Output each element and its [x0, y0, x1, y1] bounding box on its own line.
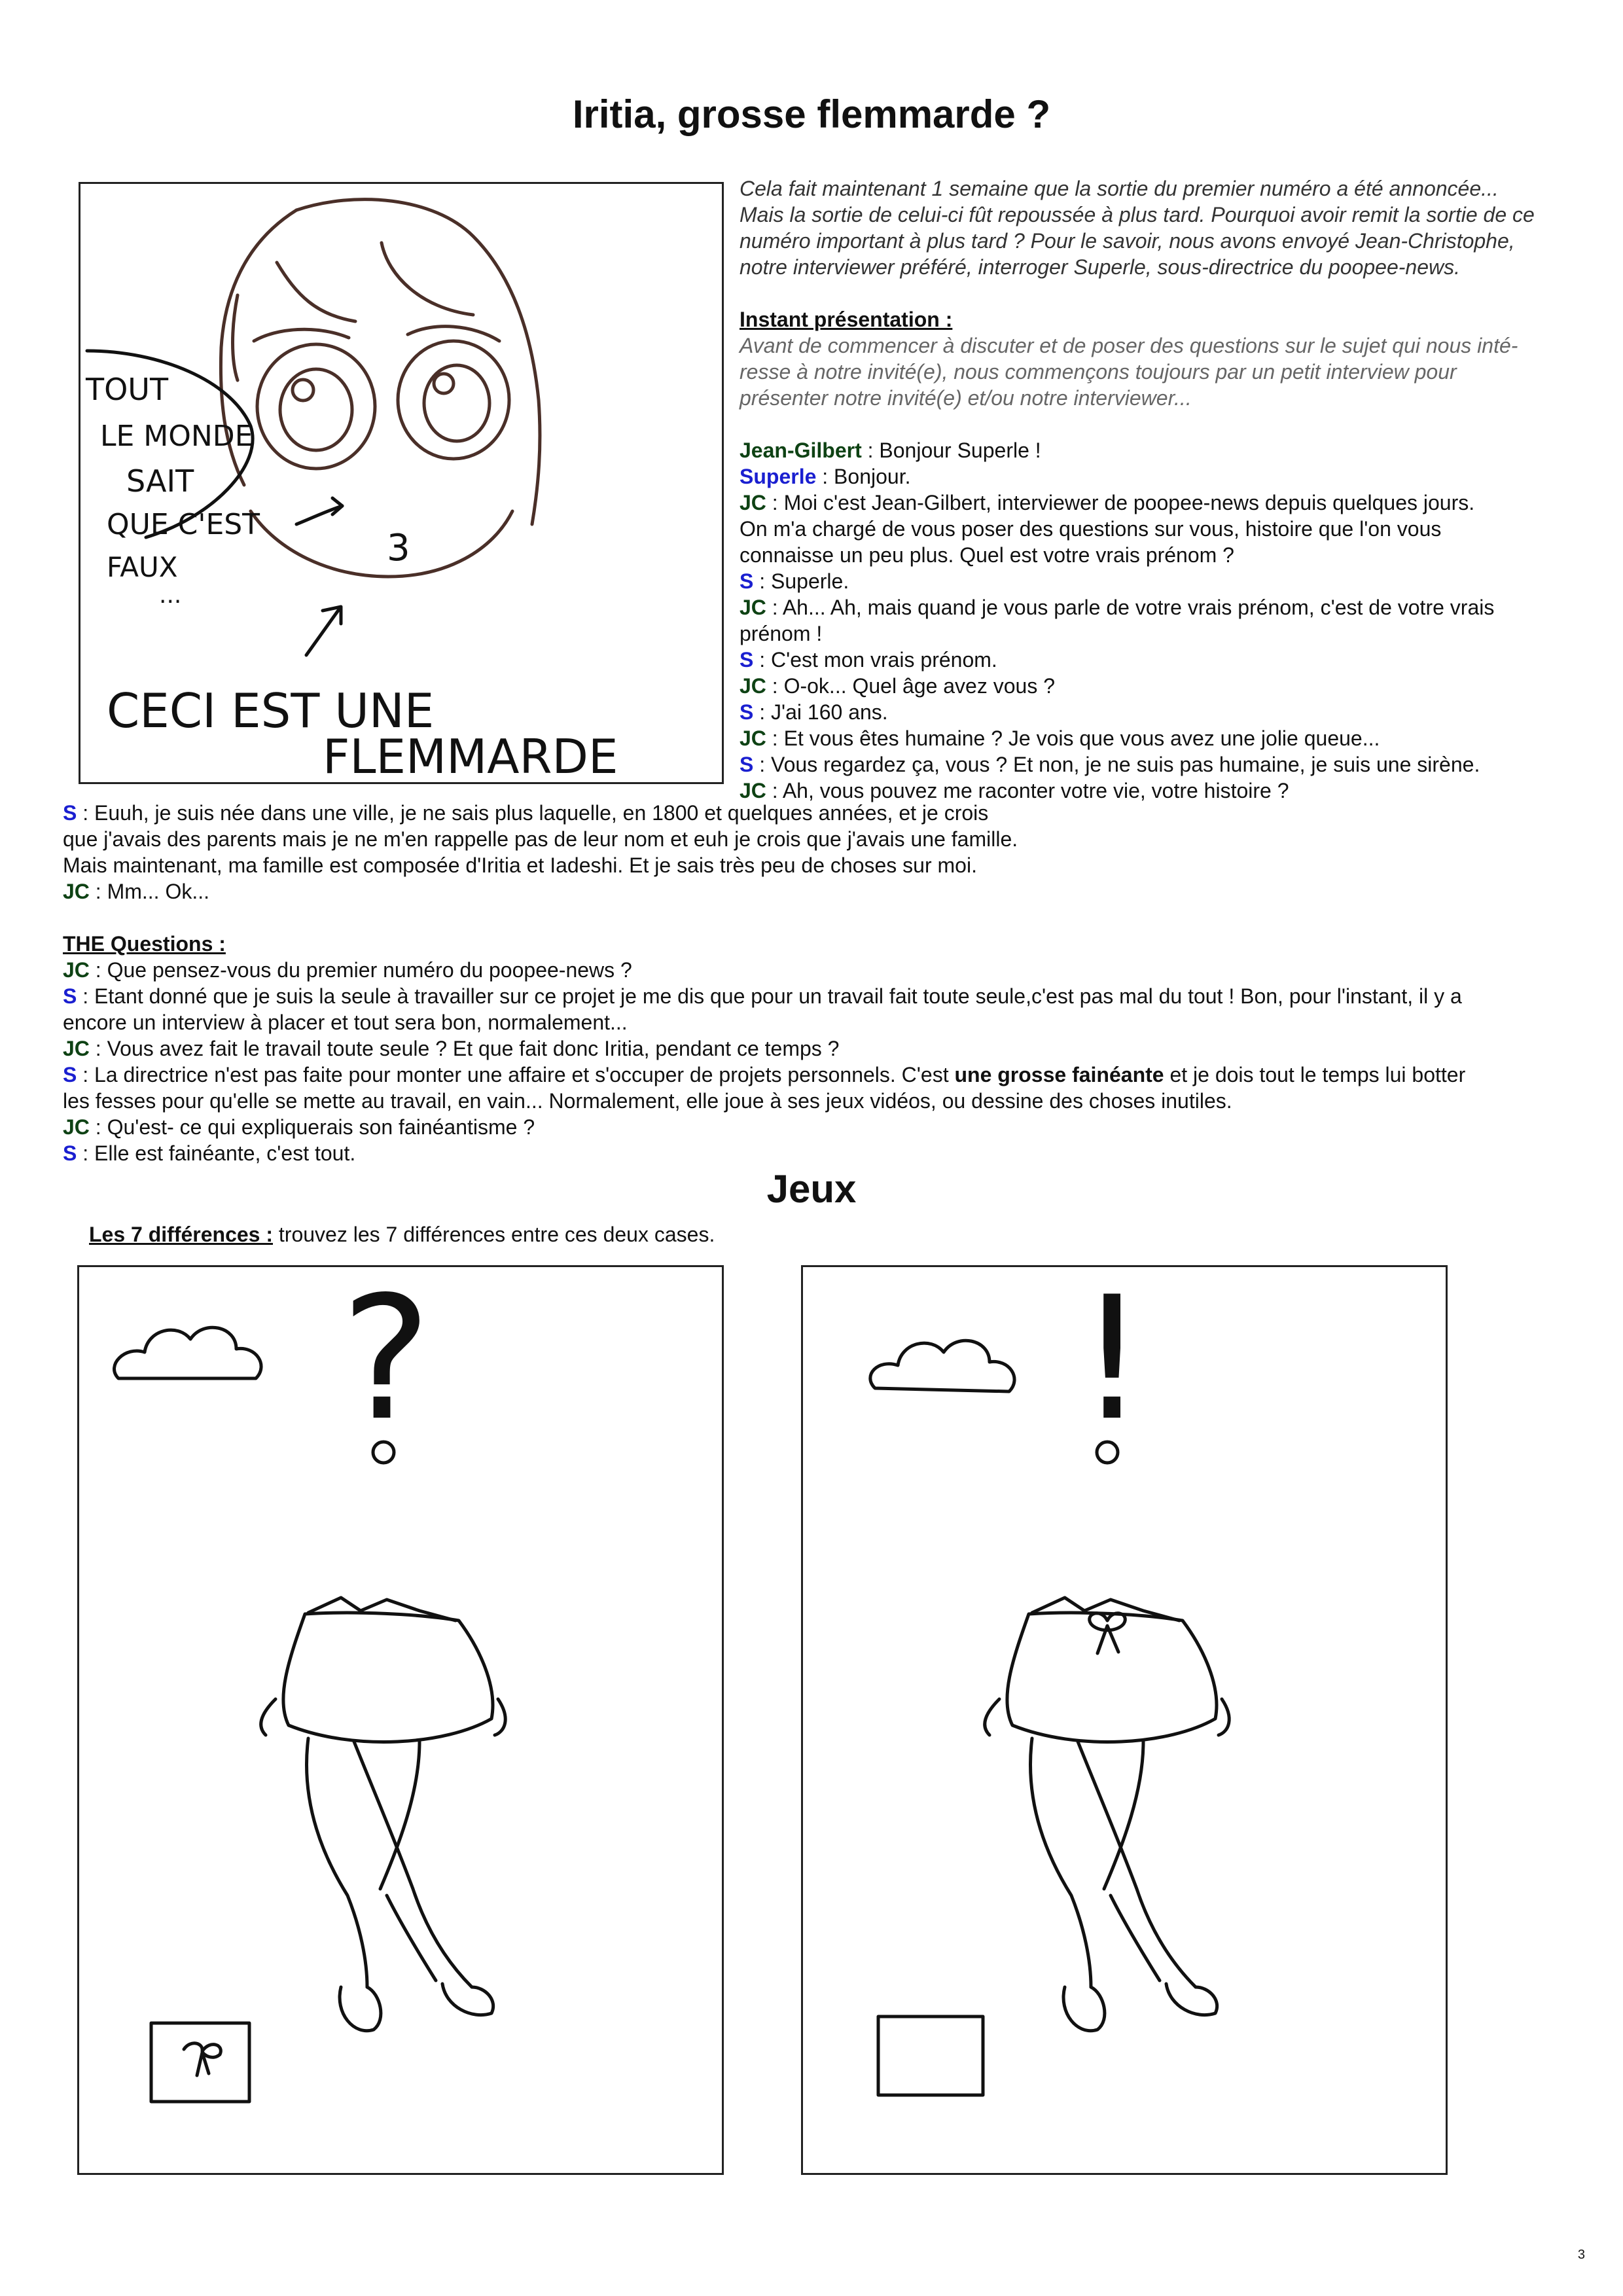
speaker-name: JC [740, 674, 766, 698]
dialogue-line [63, 852, 1607, 878]
flemmarde-drawing [80, 184, 722, 782]
dialogue-list [740, 437, 1603, 804]
line-text: : Euuh, je suis née dans une ville, je ne sais plus laquelle, en 1800 et quelques années, et je crois [77, 801, 989, 825]
line-text: : Bonjour Superle ! [861, 439, 1041, 462]
line-text: : La directrice n'est pas faite pour monter une affaire et s'occuper de projets personnels. C'est [77, 1063, 955, 1086]
games-title: Jeux [766, 1167, 857, 1211]
dialogue-line [740, 490, 1603, 516]
presentation-line: Avant de commencer à discuter et de poser des questions sur le sujet qui nous inté- [740, 334, 1518, 357]
walking-figure-right [803, 1267, 1446, 2173]
walking-figure-left [79, 1267, 722, 2173]
dialogue-line [740, 437, 1603, 463]
face-label: 3 [387, 527, 410, 569]
line-text: les fesses pour qu'elle se mette au travail, en vain... Normalement, elle joue à ses jeux vidéos, ou dessine des choses inutiles. [63, 1089, 1232, 1113]
dialogue-line [740, 647, 1603, 673]
comic-illustration [79, 182, 724, 784]
speaker-name: S [740, 569, 754, 593]
dialogue-line [740, 463, 1603, 490]
caption-line-2: FLEMMARDE [323, 729, 618, 782]
intro-line: Mais la sortie de celui-ci fût repoussée à plus tard. Pourquoi avoir remit la sortie de ce [740, 203, 1535, 226]
line-text: : Qu'est- ce qui expliquerais son fainéantisme ? [89, 1115, 535, 1139]
interview-column [740, 175, 1603, 804]
presentation-line: resse à notre invité(e), nous commençons toujours par un petit interview pour [740, 360, 1457, 384]
intro-line: numéro important à plus tard ? Pour le savoir, nous avons envoyé Jean-Christophe, [740, 229, 1515, 253]
speaker-name: S [740, 648, 754, 672]
line-text: : Mm... Ok... [89, 880, 210, 903]
speaker-name: Jean-Gilbert [740, 439, 862, 462]
dialogue-line [740, 620, 1603, 647]
speaker-name: JC [740, 779, 766, 802]
dialogue-line [740, 516, 1603, 542]
line-text: : C'est mon vrais prénom. [753, 648, 997, 672]
dialogue-line [740, 673, 1603, 699]
line-text: : Et vous êtes humaine ? Je vois que vous avez une jolie queue... [766, 726, 1380, 750]
speaker-name: S [740, 753, 754, 776]
differences-label: Les 7 différences : [89, 1223, 273, 1246]
difference-panel-right [801, 1265, 1448, 2175]
question-line [63, 1009, 1607, 1035]
dialogue-line [740, 751, 1603, 778]
speaker-name: JC [63, 1037, 90, 1060]
questions-list [63, 957, 1607, 1166]
line-text: : Moi c'est Jean-Gilbert, interviewer de poopee-news depuis quelques jours. [766, 491, 1475, 514]
question-line [63, 1088, 1607, 1114]
line-text: : O-ok... Quel âge avez vous ? [766, 674, 1056, 698]
line-text: : Elle est fainéante, c'est tout. [77, 1141, 356, 1165]
line-text: On m'a chargé de vous poser des questions sur vous, histoire que l'on vous [740, 517, 1442, 541]
line-text: que j'avais des parents mais je ne m'en rappelle pas de leur nom et euh je crois que j'avais une famille. [63, 827, 1018, 851]
question-line [63, 957, 1607, 983]
speaker-name: S [63, 801, 77, 825]
differences-instruction [89, 1221, 715, 1247]
speaker-name: S [63, 1141, 77, 1165]
article-title: Iritia, grosse flemmarde ? [572, 92, 1051, 136]
speaker-name: JC [63, 880, 90, 903]
speaker-name: S [740, 700, 754, 724]
dialogue-line [740, 725, 1603, 751]
line-text: : J'ai 160 ans. [753, 700, 888, 724]
bubble-line-4: QUE C'EST [107, 508, 260, 541]
dialogue-line [740, 699, 1603, 725]
line-text: connaisse un peu plus. Quel est votre vrais prénom ? [740, 543, 1234, 567]
line-text: prénom ! [740, 622, 823, 645]
line-text-continued: et je dois tout le temps lui botter [1164, 1063, 1466, 1086]
speaker-name: JC [63, 958, 90, 982]
speaker-name: JC [740, 491, 766, 514]
bubble-line-1: TOUT [86, 372, 169, 407]
speaker-name: Superle [740, 465, 817, 488]
intro-line: Cela fait maintenant 1 semaine que la sortie du premier numéro a été annoncée... [740, 177, 1499, 200]
differences-text: trouvez les 7 différences entre ces deux cases. [273, 1223, 715, 1246]
line-text: encore un interview à placer et tout sera bon, normalement... [63, 1011, 628, 1034]
line-text: : Que pensez-vous du premier numéro du poopee-news ? [89, 958, 632, 982]
dialogue-line [63, 878, 1607, 905]
interview-continued [63, 800, 1607, 1166]
exclamation-mark-symbol: ! [1078, 1267, 1147, 1458]
dialogue-line [740, 542, 1603, 568]
bubble-line-6: ... [159, 582, 182, 609]
line-text: : Superle. [753, 569, 849, 593]
line-text: Mais maintenant, ma famille est composée d'Iritia et Iadeshi. Et je sais très peu de choses sur moi. [63, 853, 977, 877]
line-text: : Vous avez fait le travail toute seule ? Et que fait donc Iritia, pendant ce temps ? [89, 1037, 840, 1060]
speaker-name: JC [740, 726, 766, 750]
bubble-line-5: FAUX [107, 551, 178, 583]
dialogue-line [740, 568, 1603, 594]
emphasis-text: une grosse fainéante [954, 1063, 1164, 1086]
question-mark-symbol: ? [341, 1267, 431, 1458]
speaker-name: JC [740, 596, 766, 619]
speaker-name: S [63, 1063, 77, 1086]
dialogue-line [740, 594, 1603, 620]
line-text: : Bonjour. [816, 465, 911, 488]
line-text: : Etant donné que je suis la seule à travailler sur ce projet je me dis que pour un travail fait toute seule,c'est pas mal du tout ! Bon, pour l'instant, il y a [77, 984, 1462, 1008]
dialogue-line [63, 826, 1607, 852]
intro-line: notre interviewer préféré, interroger Superle, sous-directrice du poopee-news. [740, 255, 1460, 279]
page-number: 3 [1577, 2248, 1585, 2262]
caption-line-1: CECI EST UNE [107, 683, 435, 738]
question-line [63, 1140, 1607, 1166]
dialogue-list [63, 800, 1607, 905]
question-line [63, 1035, 1607, 1062]
question-line [63, 983, 1607, 1009]
question-line [63, 1062, 1607, 1088]
question-line [63, 1114, 1607, 1140]
line-text: : Vous regardez ça, vous ? Et non, je ne suis pas humaine, je suis une sirène. [753, 753, 1480, 776]
bubble-line-3: SAIT [126, 463, 194, 499]
bubble-line-2: LE MONDE [100, 420, 253, 453]
presentation-line: présenter notre invité(e) et/ou notre interviewer... [740, 386, 1192, 410]
line-text: : Ah... Ah, mais quand je vous parle de votre vrais prénom, c'est de votre vrais [766, 596, 1495, 619]
speaker-name: S [63, 984, 77, 1008]
line-text: : Ah, vous pouvez me raconter votre vie, votre histoire ? [766, 779, 1289, 802]
difference-panel-left [77, 1265, 724, 2175]
presentation-heading: Instant présentation : [740, 308, 953, 331]
speaker-name: JC [63, 1115, 90, 1139]
questions-heading: THE Questions : [63, 932, 226, 956]
dialogue-line [63, 800, 1607, 826]
